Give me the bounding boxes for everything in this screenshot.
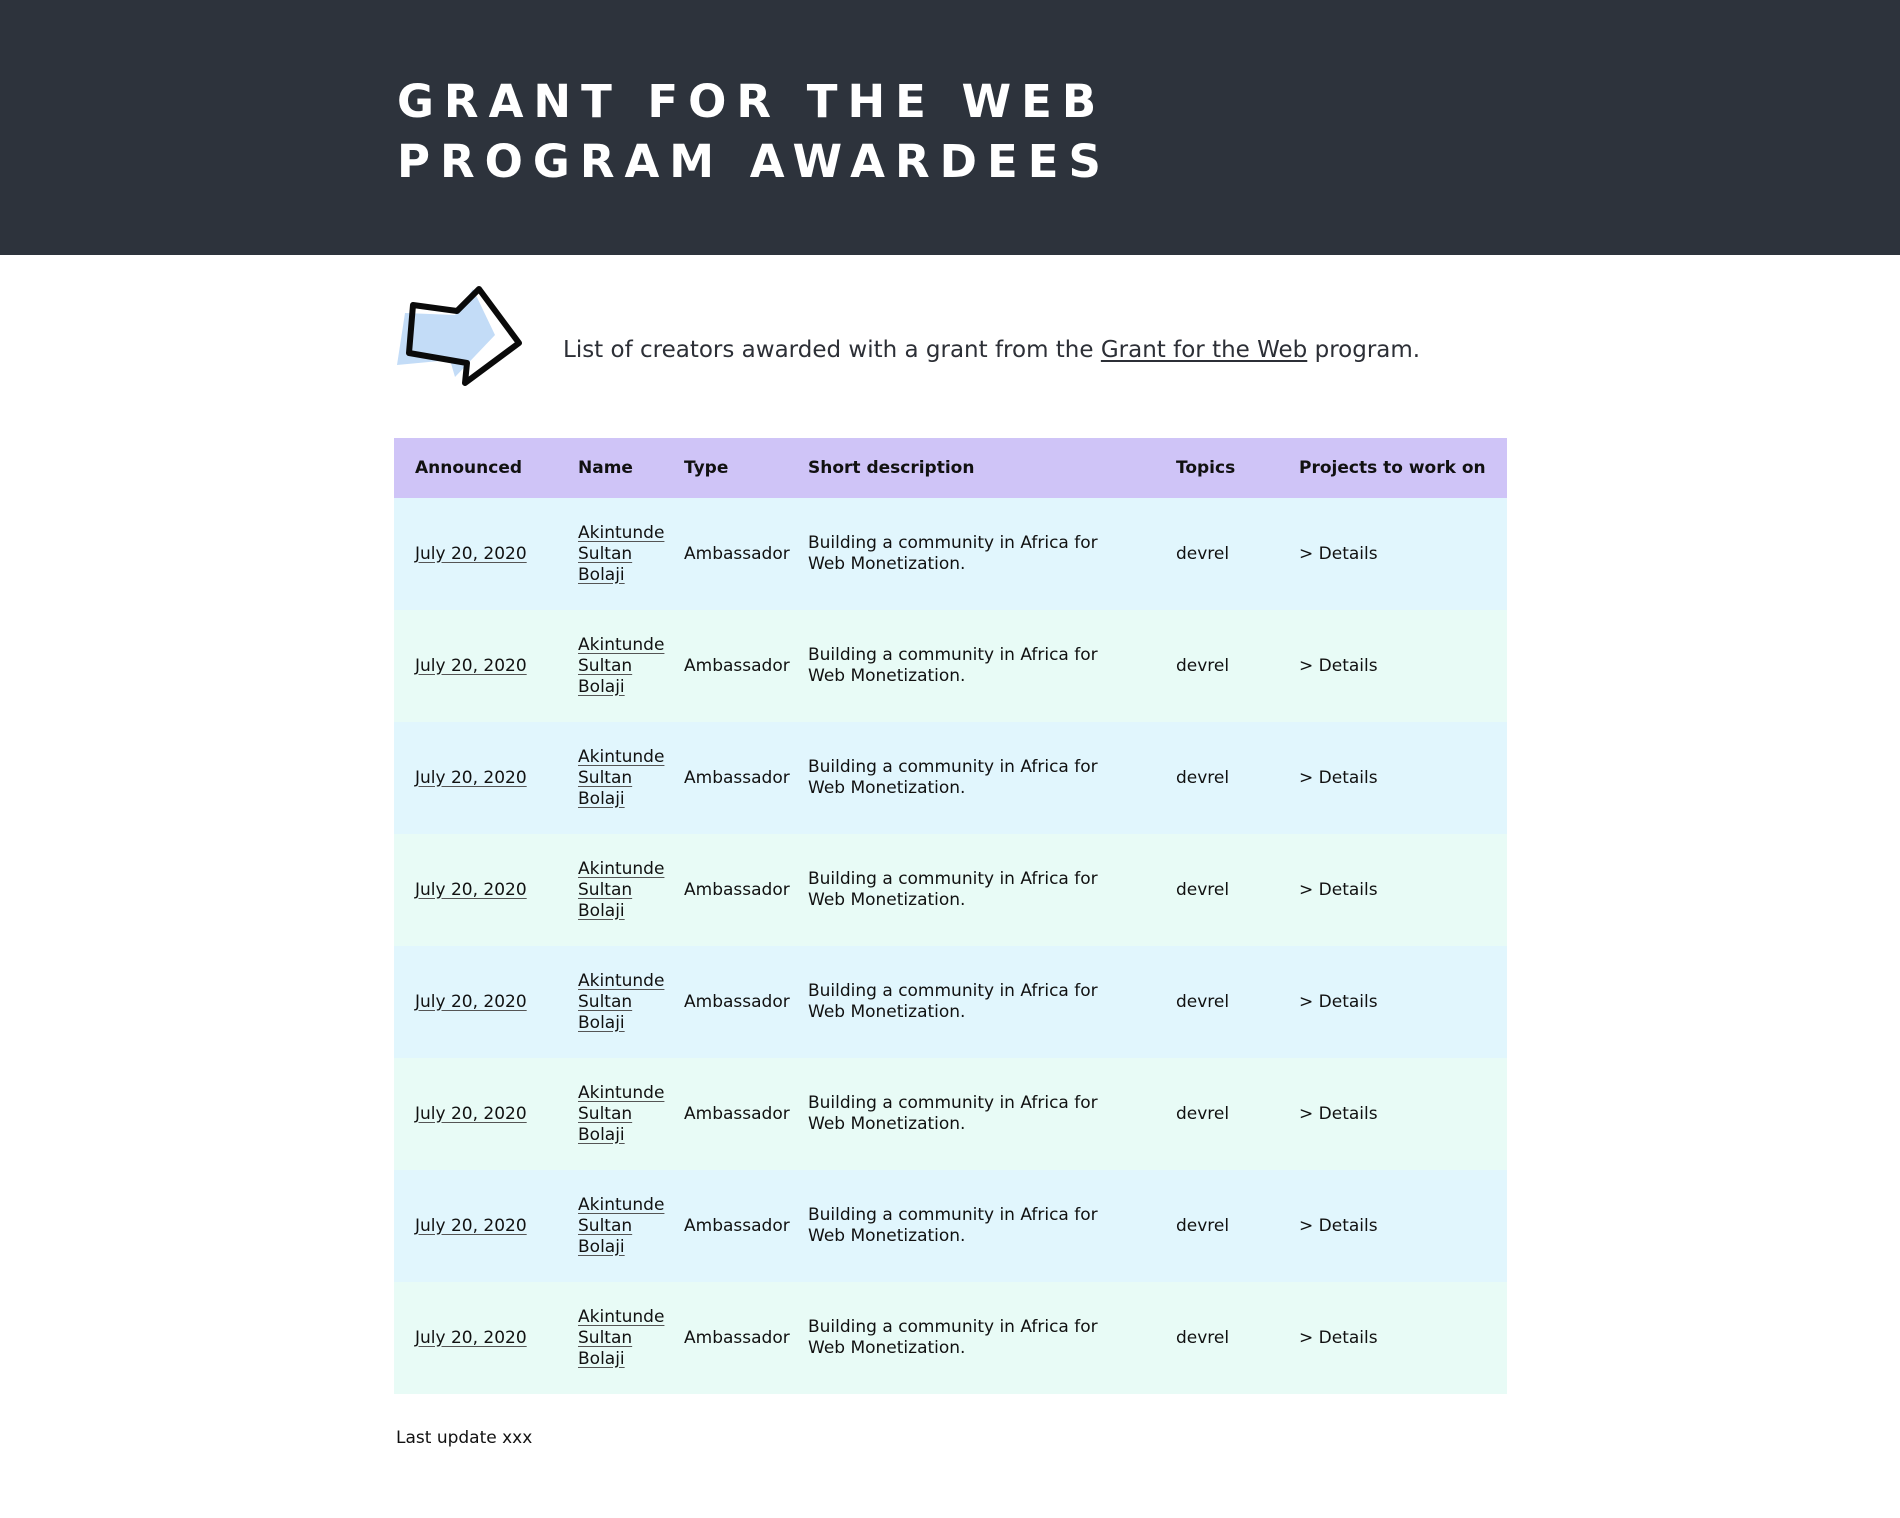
cell-name bbox=[557, 610, 663, 722]
details-toggle[interactable]: > Details bbox=[1278, 1058, 1507, 1170]
table-row bbox=[394, 1170, 1507, 1282]
cell-type: Ambassador bbox=[663, 834, 787, 946]
arrow-right-icon bbox=[395, 285, 525, 400]
cell-name bbox=[557, 946, 663, 1058]
table-row bbox=[394, 498, 1507, 610]
column-header-announced: Announced bbox=[394, 438, 557, 498]
cell-topics: devrel bbox=[1155, 1170, 1278, 1282]
cell-description: Building a community in Africa for Web Monetization. bbox=[787, 834, 1155, 946]
cell-type: Ambassador bbox=[663, 1282, 787, 1394]
table-row bbox=[394, 1058, 1507, 1170]
awardee-name-link[interactable]: Akintunde Sultan Bolaji bbox=[578, 1194, 665, 1257]
page-title-line-2: PROGRAM AWARDEES bbox=[397, 135, 1111, 188]
intro-section bbox=[395, 285, 1505, 400]
grant-for-the-web-link[interactable]: Grant for the Web bbox=[1100, 337, 1308, 363]
last-update-note: Last update xxx bbox=[396, 1428, 533, 1448]
details-toggle[interactable]: > Details bbox=[1278, 946, 1507, 1058]
announced-date-link[interactable]: July 20, 2020 bbox=[415, 1327, 527, 1348]
announced-date-link[interactable]: July 20, 2020 bbox=[415, 1215, 527, 1236]
column-header-type: Type bbox=[663, 438, 787, 498]
cell-description: Building a community in Africa for Web Monetization. bbox=[787, 1170, 1155, 1282]
cell-description: Building a community in Africa for Web Monetization. bbox=[787, 498, 1155, 610]
cell-announced bbox=[394, 1058, 557, 1170]
table-row bbox=[394, 1282, 1507, 1394]
cell-announced bbox=[394, 722, 557, 834]
cell-name bbox=[557, 722, 663, 834]
awardee-name-link[interactable]: Akintunde Sultan Bolaji bbox=[578, 746, 665, 809]
page-title-line-1: GRANT FOR THE WEB bbox=[397, 75, 1107, 128]
details-toggle[interactable]: > Details bbox=[1278, 610, 1507, 722]
intro-text-before: List of creators awarded with a grant from the bbox=[563, 337, 1101, 363]
column-header-description: Short description bbox=[787, 438, 1155, 498]
table-row bbox=[394, 722, 1507, 834]
awardee-name-link[interactable]: Akintunde Sultan Bolaji bbox=[578, 634, 665, 697]
cell-name bbox=[557, 1058, 663, 1170]
table-row bbox=[394, 946, 1507, 1058]
cell-topics: devrel bbox=[1155, 722, 1278, 834]
cell-type: Ambassador bbox=[663, 610, 787, 722]
intro-text-after: program. bbox=[1307, 337, 1421, 363]
cell-announced bbox=[394, 1282, 557, 1394]
intro-text bbox=[563, 337, 1420, 363]
details-toggle[interactable]: > Details bbox=[1278, 1282, 1507, 1394]
cell-topics: devrel bbox=[1155, 1282, 1278, 1394]
cell-announced bbox=[394, 946, 557, 1058]
awardee-name-link[interactable]: Akintunde Sultan Bolaji bbox=[578, 522, 665, 585]
cell-topics: devrel bbox=[1155, 834, 1278, 946]
cell-announced bbox=[394, 834, 557, 946]
column-header-topics: Topics bbox=[1155, 438, 1278, 498]
cell-description: Building a community in Africa for Web Monetization. bbox=[787, 1058, 1155, 1170]
announced-date-link[interactable]: July 20, 2020 bbox=[415, 991, 527, 1012]
table-row bbox=[394, 610, 1507, 722]
cell-name bbox=[557, 1170, 663, 1282]
column-header-name: Name bbox=[557, 438, 663, 498]
announced-date-link[interactable]: July 20, 2020 bbox=[415, 543, 527, 564]
cell-description: Building a community in Africa for Web Monetization. bbox=[787, 610, 1155, 722]
cell-topics: devrel bbox=[1155, 610, 1278, 722]
announced-date-link[interactable]: July 20, 2020 bbox=[415, 767, 527, 788]
cell-type: Ambassador bbox=[663, 1058, 787, 1170]
announced-date-link[interactable]: July 20, 2020 bbox=[415, 1103, 527, 1124]
cell-type: Ambassador bbox=[663, 1170, 787, 1282]
awardees-table bbox=[394, 438, 1507, 1394]
cell-name bbox=[557, 498, 663, 610]
details-toggle[interactable]: > Details bbox=[1278, 834, 1507, 946]
table-row bbox=[394, 834, 1507, 946]
cell-name bbox=[557, 834, 663, 946]
cell-announced bbox=[394, 498, 557, 610]
cell-description: Building a community in Africa for Web Monetization. bbox=[787, 1282, 1155, 1394]
page-title bbox=[397, 72, 1111, 192]
table-header-row bbox=[394, 438, 1507, 498]
announced-date-link[interactable]: July 20, 2020 bbox=[415, 879, 527, 900]
cell-description: Building a community in Africa for Web Monetization. bbox=[787, 946, 1155, 1058]
awardee-name-link[interactable]: Akintunde Sultan Bolaji bbox=[578, 1082, 665, 1145]
cell-topics: devrel bbox=[1155, 946, 1278, 1058]
announced-date-link[interactable]: July 20, 2020 bbox=[415, 655, 527, 676]
awardee-name-link[interactable]: Akintunde Sultan Bolaji bbox=[578, 858, 665, 921]
page-header bbox=[0, 0, 1900, 255]
details-toggle[interactable]: > Details bbox=[1278, 1170, 1507, 1282]
cell-topics: devrel bbox=[1155, 498, 1278, 610]
cell-topics: devrel bbox=[1155, 1058, 1278, 1170]
awardee-name-link[interactable]: Akintunde Sultan Bolaji bbox=[578, 1306, 665, 1369]
cell-announced bbox=[394, 610, 557, 722]
cell-announced bbox=[394, 1170, 557, 1282]
cell-description: Building a community in Africa for Web Monetization. bbox=[787, 722, 1155, 834]
column-header-projects: Projects to work on bbox=[1278, 438, 1507, 498]
cell-type: Ambassador bbox=[663, 498, 787, 610]
cell-name bbox=[557, 1282, 663, 1394]
details-toggle[interactable]: > Details bbox=[1278, 722, 1507, 834]
details-toggle[interactable]: > Details bbox=[1278, 498, 1507, 610]
cell-type: Ambassador bbox=[663, 722, 787, 834]
awardee-name-link[interactable]: Akintunde Sultan Bolaji bbox=[578, 970, 665, 1033]
cell-type: Ambassador bbox=[663, 946, 787, 1058]
